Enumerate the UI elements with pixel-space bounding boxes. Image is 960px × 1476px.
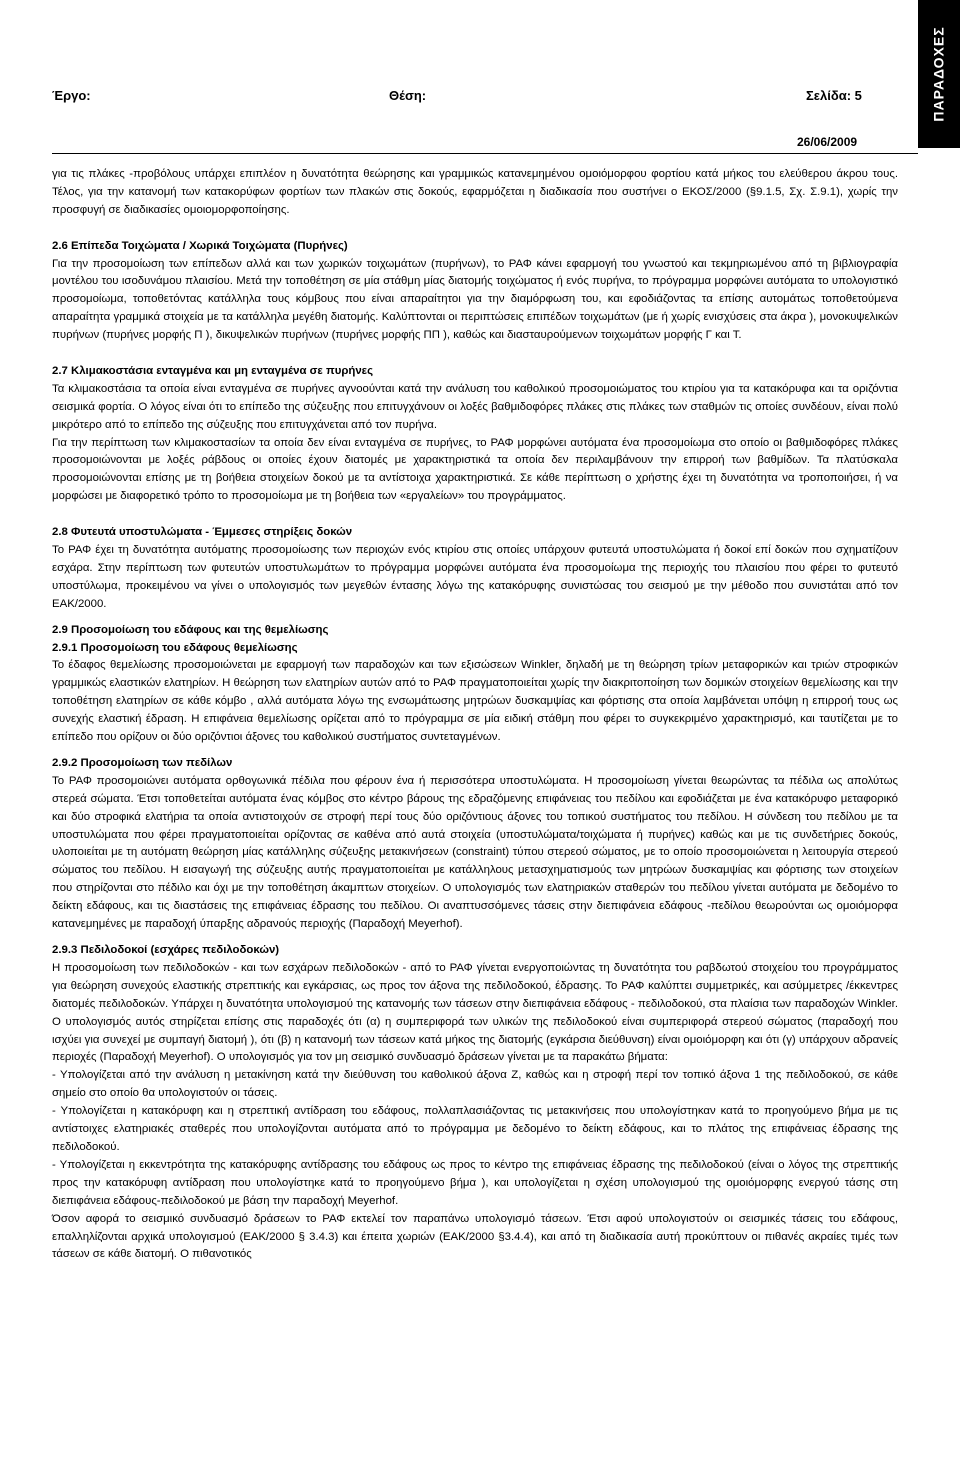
header-divider [52,153,918,154]
section-2-7-heading: 2.7 Κλιμακοστάσια ενταγμένα και μη ενταγμένα σε πυρήνες [52,364,373,377]
section-tab-label: ΠΑΡΑΔΟΧΕΣ [931,26,948,122]
project-label: Έργο: [52,88,91,103]
section-2-7-paragraph-2: Για την περίπτωση των κλιμακοστασίων τα οποία δεν είναι ενταγμένα σε πυρήνες, το ΡΑΦ μορφώνει αυτόματα ένα προσομοίωμα στο οποίο οι βαθμιδοφόρες πλάκες προσομοιώνονται με λοξές ράβδους οι οποίες έχουν διατομές με χαρακτηριστικά τα οποία δεν περιλαμβάνουν την επιρροή των βαθμίδων. Τα πλατύσκαλα προσομοιώνονται επίσης με τη βοήθεια στοιχείων δοκού με τα αντίστοιχα χαρακτηριστικά. Σε κάθε περίπτωση ο χρήστης έχει τη δυνατότητα να τροποποιήσει, ή να μορφώσει με διαφορετικό τρόπο το προσομοίωμα με τη βοήθεια των «εργαλείων» του προγράμματος. [52,436,898,503]
section-2-9-3-heading: 2.9.3 Πεδιλοδοκοί (εσχάρες πεδιλοδοκών) [52,944,280,957]
step-3: - Υπολογίζεται η εκκεντρότητα της κατακόρυφης αντίδρασης του εδάφους ως προς το κέντρο της επιφάνειας έδρασης της πεδιλοδοκού (είναι ο λόγος της στρεπτικής προς την κατακόρυφη αντίδραση που υπολογίστηκε κατά το προηγούμενο βήμα ), και υπολογίζεται η σχέση υπολογισμού της ομοιόμορφης ενεργού τάσης στη διεπιφάνεια εδάφους-πεδιλοδοκού με βάση την παραδοχή Meyerhof. [52,1158,898,1207]
intro-paragraph: για τις πλάκες -προβόλους υπάρχει επιπλέον η δυνατότητα θεώρησης και γραμμικώς κατανεμημένου ομοιόμορφου φορτίου κατά μήκος του ελεύθερου άκρου τους. Τέλος, για την κατανομή των κατακορύφων φορτίων των πλακών στις δοκούς, εφαρμόζεται η διαδικασία που συστήνει ο ΕΚΟΣ/2000 (§9.1.5, Σχ. Σ.9.1), χωρίς την προσφυγή σε διαδικασίες ομοιομορφοποίησης. [52,168,898,216]
page-number: Σελίδα: 5 [806,88,862,103]
section-2-9-2-heading: 2.9.2 Προσομοίωση των πεδίλων [52,756,233,769]
closing-paragraph: Όσον αφορά το σεισμικό συνδυασμό δράσεων το ΡΑΦ εκτελεί τον παραπάνω υπολογισμό τάσεων. Έτσι αφού υπολογιστούν οι σεισμικές τάσεις του εδάφους, επαλληλίζονται αρχικά υπολογισμού (ΕΑΚ/2000 § 3.4.3) και έπειτα χωριών (ΕΑΚ/2000 §3.4.4), και από τη διαδικασία αυτή προκύπτουν οι πιθανές ακραίες τιμές των τάσεων σε κάθε διατομή. Ο πιθανοτικός [52,1212,898,1261]
section-2-9-heading: 2.9 Προσομοίωση του εδάφους και της θεμελίωσης [52,623,329,636]
section-2-9-1-paragraph: Το έδαφος θεμελίωσης προσομοιώνεται με εφαρμογή των παραδοχών και των εξισώσεων Winkler, δηλαδή με τη θεώρηση τρίων μεταφορικών και τριών στροφικών γραμμικώς ελαστικών ελατηρίων. Η θεώρηση των ελατηρίων αυτών από το ΡΑΦ πραγματοποιείται χωρίς την διακριτοποίηση των δομικών στοιχείων θεμελίωσης και την τοποθέτηση ελατηρίων σε κάθε κόμβο , αλλά αυτόματα λόγω της ενσωμάτωσης μητρώων δυσκαμψίας και φόρτισης στα οποία λαμβάνεται υπόψη η επιρροή τους ως συνεχής ελαστική έδραση. Η επιφάνεια θεμελίωσης ορίζεται από το πρόγραμμα σε μία ειδική στάθμη που φέρει το συγκεκριμένο χαρακτηρισμό, και ταυτίζεται με το επίπεδο που ορίζουν οι δύο οριζόντιοι άξονες του καθολικού συστήματος συντεταγμένων. [52,659,898,744]
step-1: - Υπολογίζεται από την ανάλυση η μετακίνηση κατά την διεύθυνση του καθολικού άξονα Ζ, καθώς και η στροφή περί τον τοπικό άξονα 1 της πεδιλοδοκού, σε κάθε σημείο στο οποίο θα υπολογιστούν οι τάσεις. [52,1069,898,1100]
section-2-6-paragraph: Για την προσομοίωση των επίπεδων αλλά και των χωρικών τοιχωμάτων (πυρήνων), το ΡΑΦ κάνει εφαρμογή του γνωστού και τεκμηριωμένου από τη βιβλιογραφία μοντέλου του ισοδυνάμου πλαισίου. Μετά την τοποθέτηση σε μία στάθμη μίας διατομής τοιχώματος ή ενός πυρήνα, το πρόγραμμα μορφώνει αυτόματα το υπολογιστικό προσομοίωμα, τοποθετόντας κατάλληλα τους κόμβους που είναι απαραίτητοι για την διαμόρφωση του, και εφοδιάζοντας τα επίσης αυτομάτως τοποθετούμενα απαραίτητα γραμμικά στοιχεία με τα κατάλληλα μεγέθη διατομής. Καλύπτονται οι περιπτώσεις επιπέδων τοιχωμάτων (με ή χωρίς ενισχύσεις στα άκρα ), μονοκυψελικών πυρήνων (πυρήνες μορφής Π ), δικυψελικών πυρήνων (πυρήνες μορφής ΠΠ ), καθώς και διασταυρούμενων τοιχωμάτων μορφής Γ και Τ. [52,257,898,342]
section-2-8-heading: 2.8 Φυτευτά υποστυλώματα - Έμμεσες στηρίξεις δοκών [52,526,353,539]
position-label: Θέση: [389,88,427,103]
section-2-6-heading: 2.6 Επίπεδα Τοιχώματα / Χωρικά Τοιχώματα (Πυρήνες) [52,239,348,252]
section-2-9-3-paragraph: Η προσομοίωση των πεδιλοδοκών - και των εσχάρων πεδιλοδοκών - από το ΡΑΦ γίνεται ενεργοποιώντας τη δυνατότητα του ραβδωτού στοιχείου του προγράμματος για θεώρηση συνεχούς ελαστικής στρεπτικής και εγκάρσιας, ως προς τον άξονα της πεδιλοδοκού, έδρασης. Το ΡΑΦ καλύπτει συμμετρικές, και ασύμμετρες /έκκεντρες διατομές πεδιλοδοκών. Υπάρχει η δυνατότητα υπολογισμού της κατανομής των τάσεων στην διεπιφάνεια εδάφους - πεδιλοδοκού, στα πλαίσια των παραδοχών Winkler. Ο υπολογισμός αυτός στηρίζεται επίσης στις παραδοχές ότι (α) η συμπεριφορά των υλικών της πεδιλοδοκού είναι συμπεριφορά στερεού σώματος (παραδοχή που ισχύει για συνεχεί με συμπαγή διατομή ), ότι (β) η κατανομή των τάσεων κατά μήκος της διατομής (εγκάρσια διεύθυνση) είναι ομοιόμορφη και ότι (γ) υπάρχουν αδρανείς περιοχές (Παραδοχή Meyerhof). Ο υπολογισμός για τον μη σεισμικό συνδυασμό δράσεων γίνεται με τα παρακάτω βήματα: [52,961,898,1064]
section-2-9-2-paragraph: Το ΡΑΦ προσομοιώνει αυτόματα ορθογωνικά πέδιλα που φέρουν ένα ή περισσότερα υποστυλώματα. Η προσομοίωση γίνεται θεωρώντας τα πέδιλα ως απολύτως στερεά σώματα. Έτσι τοποθετείται αυτόματα ένας κόμβος στο κέντρο βάρους της εδραζόμενης επιφάνειας του πεδίλου και εφοδιάζεται με ένα κατακόρυφο μεταφορικό και δύο στροφικά ελατήρια τα οποία αντιστοιχούν σε στροφή περί τους δύο οριζόντιους άξονες του τοπικού συστήματος του πεδίλου. Η σύνδεση του πεδίλου με τα υποστυλώματα που φέρει πραγματοποιείται ορίζοντας σε καθένα από αυτά στοιχεία (υποστυλώματα/τοιχώματα ή πυρήνες) καθώς και με τις συνδετήριες δοκούς, υλοποιείται με τη αυτόματη θεώρηση μίας κατάλληλης σύζευξης μετακινήσεων (constraint) τύπου στερεού σώματος, με το οποίο προσομοιώνεται η λειτουργία στερεού σώματος του πεδίλου. Η εισαγωγή της σύζευξης αυτής πραγματοποιείται με κατάλληλους μετασχηματισμούς των μητρώων δυσκαμψίας και φόρτισης των στοιχείων που στηρίζονται στο πέδιλο και όχι με την τοποθέτηση άκαμπτων στοιχείων. Ο υπολογισμός των ελατηριακών σταθερών του πεδίλου γίνεται αυτόματα με δεδομένο το δείκτη εδάφους, και τις διαστάσεις της επιφάνειας έδρασης του πεδίλου. Οι αναπτυσσόμενες τάσεις στην διεπιφάνεια εδάφους -πεδίλου θεωρούνται ως ομοιόμορφα κατανεμημένες με παραδοχή ύπαρξης αδρανούς περιοχής (Παραδοχή Meyerhof). [52,774,898,931]
header-date: 26/06/2009 [797,135,858,149]
section-2-7-paragraph-1: Τα κλιμακοστάσια τα οποία είναι ενταγμένα σε πυρήνες αγνοούνται κατά την ανάλυση του καθολικού προσομοιώματος του κτιρίου για τα κατακόρυφα και τα οριζόντια σεισμικά φορτία. Ο λόγος είναι ότι το επίπεδο της σύζευξης που επιτυγχάνουν οι λοξές βαθμιδοφόρες πλάκες στις πλάκες των σταθμών τις οποίες συνδέουν, είναι πολύ μικρότερο από το επίπεδο της σύζευξης που επιτυγχάνεται από τον πυρήνα. [52,382,898,431]
section-2-8-paragraph: Το ΡΑΦ έχει τη δυνατότητα αυτόματης προσομοίωσης των περιοχών ενός κτιρίου στις οποίες υπάρχουν φυτευτά υποστυλώματα ή δοκοί επί δοκών που σχηματίζουν εσχάρα. Στην περίπτωση των φυτευτών υποστυλωμάτων το πρόγραμμα μορφώνει αυτόματα ένα προσομοίωμα της περιοχής του πλαισίου που φέρει το φυτευτό υποστύλωμα, προκειμένου να γίνει ο υπολογισμός των μεγεθών έντασης λόγω της κατακόρυφης συνιστώσας του σεισμού με την μέθοδο που συνιστάται από τον ΕΑΚ/2000. [52,543,898,610]
document-body [52,166,898,1264]
section-tab [918,0,960,148]
section-2-9-1-heading: 2.9.1 Προσομοίωση του εδάφους θεμελίωσης [52,641,298,654]
step-2: - Υπολογίζεται η κατακόρυφη και η στρεπτική αντίδραση του εδάφους, πολλαπλασιάζοντας τις μετακινήσεις που υπολογίστηκαν κατά το προηγούμενο βήμα με τις αντίστοιχες ελατηριακές σταθερές που υπολογίζονται αυτόματα από το πρόγραμμα με δεδομένο το δείκτη εδάφους, και το πλάτος της επιφάνειας έδρασης της πεδιλοδοκού. [52,1105,898,1153]
